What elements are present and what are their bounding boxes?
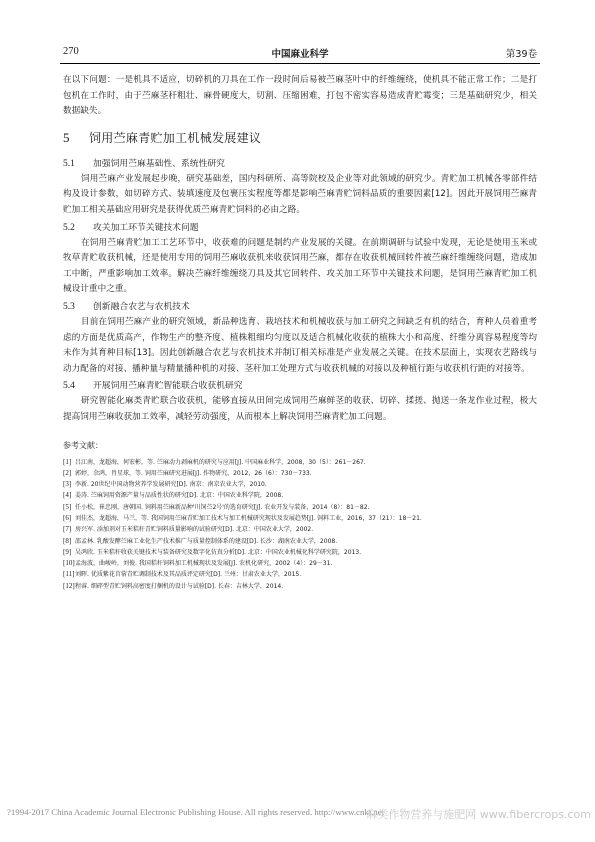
page-footer [0,807,595,821]
section-heading [63,129,537,146]
reference-item [63,547,537,558]
intro-paragraph: 在以下问题：一是机具不适应，切碎机的刀具在工作一段时间后易被苎麻茎叶中的纤维缠绕，使机具不能正常工作；二是打包机在工作时，由于苎麻茎秆粗壮、麻骨硬度大，切割、压缩困难，打包不密实容易造成青贮霉变；三是基础研究少，相关数据缺失。 [63,75,537,117]
reference-text: 郭婷，余鸿，肖星球，等. 饲用苎麻研究进展[J]. 作物研究，2012，26（6）：730－733. [75,469,312,477]
reference-item [63,524,537,535]
subsection-heading [63,157,537,171]
subsection-number: 5.4 [63,381,75,392]
reference-item [63,468,537,479]
reference-number: [8] [63,536,72,545]
subsection [63,157,537,219]
subsection [63,221,537,298]
reference-item [63,457,537,468]
subsection-title: 攻关加工环节关键技术问题 [93,222,199,233]
page-header [63,46,537,62]
reference-item [63,558,537,569]
subsection-heading [63,300,537,314]
subsection-number: 5.3 [63,301,75,312]
reference-item [63,536,537,547]
references-title: 参考文献： [63,440,103,450]
reference-text: 姜涛. 苎麻饲用资源产量与品质性状的研究[D]. 北京：中国农业科学院，2008. [75,492,284,500]
reference-number: [10] [63,559,75,568]
reference-number: [1] [63,457,72,466]
subsection-number: 5.2 [63,222,75,233]
reference-text: 任小松，崔忠刚，唐朝国. 饲料用苎麻新品种'川饲苎2号'的选育研究[J]. 农业开发与装备，2014（8）：81－82. [75,503,370,511]
volume-label: 第39卷 [505,49,537,60]
reference-text: 吕江南，龙超海，何宏彬，等. 苎麻动力剥麻机的研究与应用[J]. 中国麻业科学，2008，30（5）：261－267. [75,458,366,466]
subsection-title: 加强饲用苎麻基础性、系统性研究 [93,158,225,169]
reference-text: 李新. 20世纪中国动物营养学发展研究[D]. 南京：南京农业大学，2010. [75,481,267,489]
reference-text: 孟海波，曲峻岭，刘俊. 我国秸秆饲料加工机械现状及发展[J]. 农机化研究，2002（4）：29－31. [75,560,333,568]
reference-number: [3] [63,480,72,489]
reference-item [63,569,537,580]
reference-number: [11] [63,570,75,579]
subsection-text: 研究智能化麻类青贮联合收获机，能够直接从田间完成饲用苎麻鲜茎的收获、切碎、揉搓、抛送一条龙作业过程，极大提高饲用苎麻收获加工效率，减轻劳动强度，从而根本上解决饲用苎麻青贮加工问题。 [63,396,537,422]
reference-text: 程睿. 细碎型青贮饲料高密度打捆机的设计与试验[D]. 长春：吉林大学，2014. [75,582,284,590]
watermark: 麻类作物营养与施肥网 www.fibercrops.com [366,808,591,821]
journal-name: 中国麻业科学 [271,49,329,60]
subsection [63,300,537,377]
reference-text: 刘晖. 优质紫花苜蓿青贮调制技术及其品质评定研究[D]. 兰州：甘肃农业大学，2015. [75,571,302,579]
subsection-heading [63,379,537,393]
subsection-title: 创新融合农艺与农机技术 [93,301,190,312]
header-rule [60,63,540,64]
reference-number: [7] [63,525,72,534]
reference-list [63,457,537,593]
reference-item [63,581,537,592]
reference-number: [9] [63,547,72,556]
reference-text: 吴鸿欣. 玉米秸秆收获关键技术与装备研究及数字化仿真分析[D]. 北京：中国农业机械化科学研究院，2013. [75,548,362,556]
reference-number: [4] [63,491,72,500]
reference-number: [6] [63,513,72,522]
reference-number: [5] [63,502,72,511]
subsection-title: 开展饲用苎麻青贮智能联合收获机研究 [93,381,243,392]
subsection [63,379,537,425]
reference-item [63,490,537,501]
article-body [63,73,537,592]
section-number: 5 [63,129,70,145]
reference-text: 邵孟林. 乳酸发酵苎麻工业化生产技术推广与质量控制体系的建设[D]. 长沙：湖南农业大学，2008. [75,537,338,545]
subsection-text: 饲用苎麻产业发展起步晚，研究基础差，国内科研所、高等院校及企业等对此领域的研究少。青贮加工机械各零部件结构及设计参数，如切碎方式、装填速度及包裹压实程度等都是影响苎麻青贮饲料品质的重要因素[12]。因此开展饲用苎麻青贮加工相关基础应用研究是获得优质苎麻青贮饲料的必由之路。 [63,173,537,215]
reference-text: 刘佳杰，龙超海，马兰，等. 我国饲用苎麻青贮加工技术与加工机械研究现状及发展趋势[J]. 饲料工业，2016，37（21）：18－21. [75,514,422,522]
subsection-text: 目前在饲用苎麻产业的研究领域，新品种选育、栽培技术和机械收获与加工研究之间缺乏有机的结合，育种人员着重考虑的方面是优质高产，作物生产的整齐度、植株粗细均匀度以及适合机械化收获的植株大小和高度、纤维分离容易程度等均未作为其育种目标[13]。因此创新融合农艺与农机技术并制订相关标准是产业发展之关键。在技术层面上，实现农艺路线与动力配备的对接、播种量与精量播种机的对接、茎秆加工处理方式与收获机械的对接以及种植行距与收获机行距的对接等。 [63,316,537,374]
section-title: 饲用苎麻青贮加工机械发展建议 [89,130,262,145]
subsection-number: 5.1 [63,158,75,169]
reference-text: 房兴军. 添加剂对玉米秸秆青贮饲料质量影响的试验研究[D]. 北京：中国农业大学，2002. [75,526,314,534]
reference-number: [2] [63,468,72,477]
copyright-notice: ?1994-2017 China Academic Journal Electronic Publishing House. All rights reserved. http://www.cnki.net [7,807,385,817]
subsection-heading [63,221,537,235]
reference-item [63,513,537,524]
page-number: 270 [63,46,79,57]
reference-item [63,479,537,490]
reference-item [63,502,537,513]
subsection-text: 在饲用苎麻青贮加工工艺环节中，收获难的问题是制约产业发展的关键。在前期调研与试验中发现，无论是使用玉米或牧草青贮收获机械，还是使用专用的饲用苎麻收获机来收获饲用苎麻，都存在收获机械回转件被苎麻纤维缠绕问题，造成加工中断，严重影响加工效率。解决苎麻纤维缠绕刀具及其它回转件、攻关加工环节中关键技术问题，是饲用苎麻青贮加工机械设计重中之重。 [63,237,537,295]
reference-number: [12] [63,581,75,590]
